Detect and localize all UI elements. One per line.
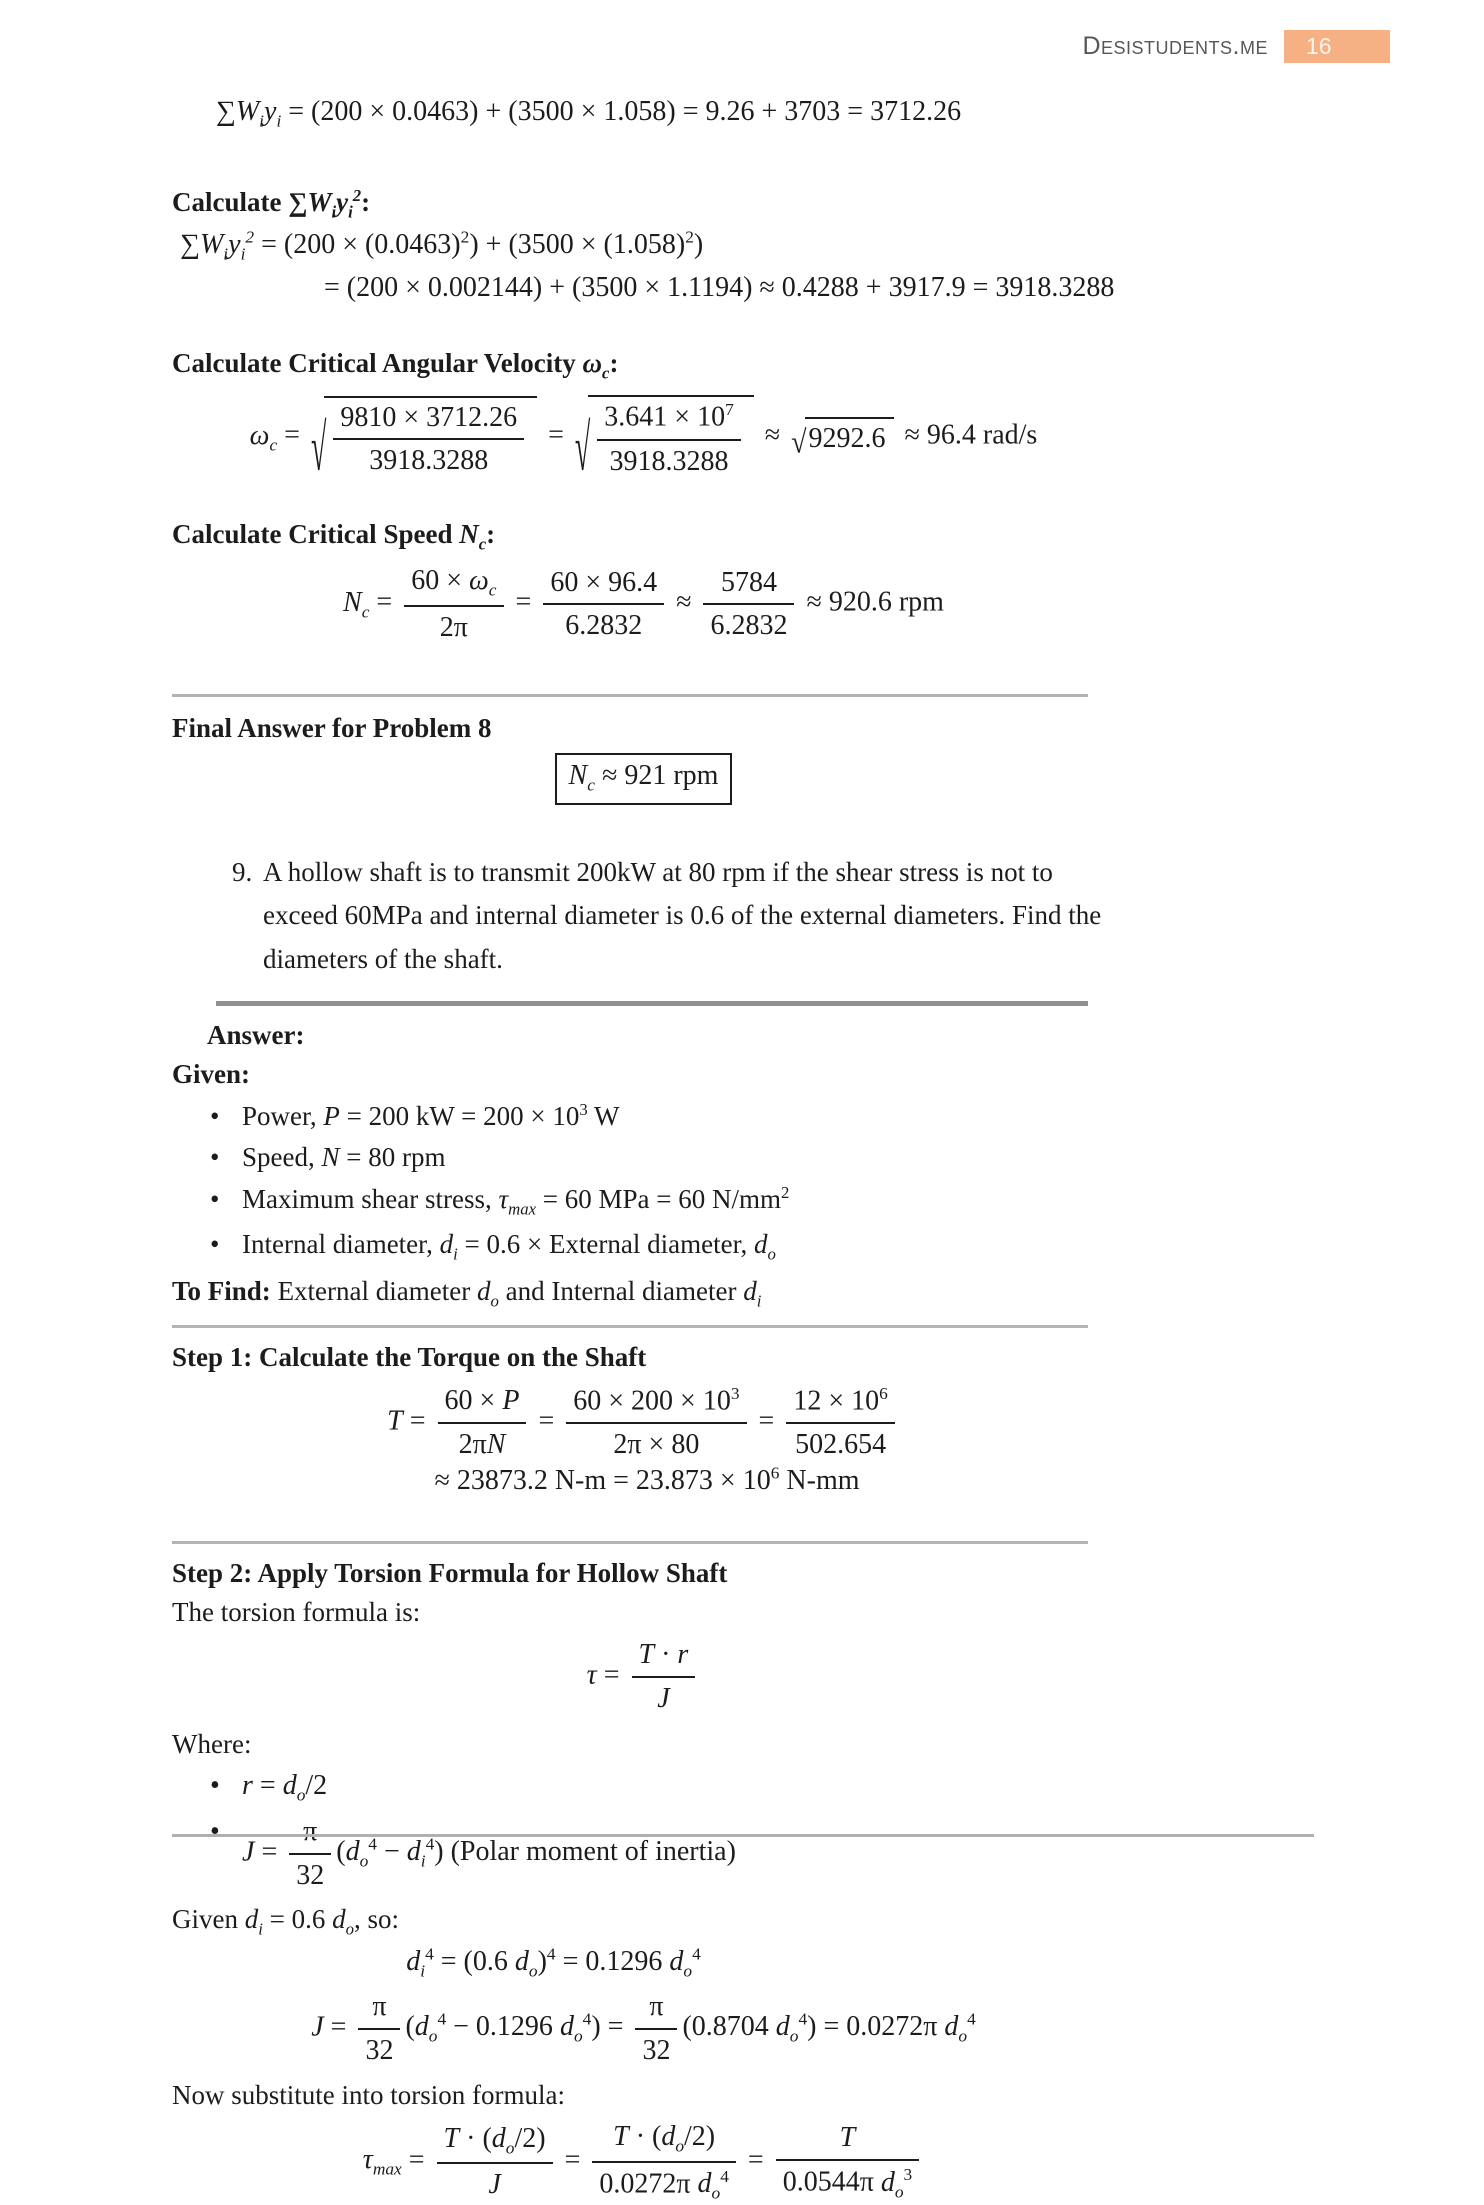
formula-text: $(d_o^4 - d_i^4)$ (Polar moment of inertia) <box>336 1835 736 1871</box>
equation-taumax <box>172 2119 1115 2205</box>
fraction: $\frac{60 \times \omega_c}{2\pi}$ <box>404 563 503 646</box>
formula-text: ≈ 23873.2 $N-m = 23.873 \times 10^6$ N-mm <box>427 1463 860 1497</box>
formula-text: $\sum W_iy_i = (200 \times 0.0463) + (3500 \times 1.058) = 9.26 + 3703 = 3712.26$ <box>215 96 962 131</box>
fraction: $\frac{60 \times P}{2\pi N}$ <box>438 1383 527 1463</box>
to-find-label: To Find: <box>172 1275 271 1306</box>
equation-torsion <box>172 1637 1115 1717</box>
heading-critical-angular-velocity: Calculate Critical Angular Velocity $\omega_c$: <box>172 347 619 382</box>
heading-step2: Step 2: Apply Torsion Formula for Hollow Shaft <box>172 1557 728 1588</box>
formula-text: ≈ 96.4 rad/s <box>897 419 1038 451</box>
equation-sum-wiyi2-line2 <box>172 270 1115 306</box>
fraction: $\frac{T \cdot (d_o/2)}{0.0272\pi d_o^4}$ <box>592 2119 736 2205</box>
formula-text: = <box>541 419 571 451</box>
given-list <box>172 1099 1115 1265</box>
equation-torque <box>172 1383 1115 1499</box>
formula-text: ($d_o^4 - 0.1296$ $d_o^4$) = <box>405 2009 631 2046</box>
formula-text: J = <box>242 1836 285 1868</box>
page-number: 16 <box>1306 33 1332 59</box>
to-find-line <box>172 1274 1115 1312</box>
substitute-intro: Now substitute into torsion formula: <box>172 2080 565 2111</box>
given-di-line: Given $d_i = 0.6$ $d_o$, so: <box>172 1903 400 1939</box>
equation-sum-wiyi <box>172 94 1115 133</box>
fraction: $\frac{T}{0.0544\pi d_o^3}$ <box>776 2120 920 2203</box>
list-item: • Speed, N = 80 rpm <box>172 1140 1115 1175</box>
where-list <box>172 1768 1115 1893</box>
fraction: $\frac{\pi}{32}$ <box>635 1989 677 2069</box>
heading-step1: Step 1: Calculate the Torque on the Shaft <box>172 1342 647 1373</box>
bottom-divider <box>172 1834 1314 1837</box>
formula-text: T = <box>387 1405 433 1437</box>
fraction: $\frac{60 \times 96.4}{6.2832}$ <box>543 565 664 645</box>
radical-sign-icon: √ <box>310 412 327 486</box>
list-item: • Power, P = 200 kW = $200 \times 10^3$ W <box>172 1099 1115 1134</box>
formula-text: 9292.6 <box>808 423 886 455</box>
list-item: • Internal diameter, $d_i = 0.6$ × External diameter, $d_o$ <box>172 1227 1115 1265</box>
problem-9-item <box>172 851 1115 981</box>
equation-nc <box>172 563 1115 646</box>
equation-omega-c <box>172 395 1115 486</box>
formula-text: ≈ <box>757 419 788 451</box>
final-answer-row <box>172 753 1115 805</box>
radical-sign-icon: √ <box>791 424 807 461</box>
formula-text: = <box>557 2144 588 2176</box>
thick-divider <box>216 1001 1088 1006</box>
final-answer-box: $N_c \approx 921$ rpm <box>555 753 733 805</box>
formula-text: $\tau_{max}$ = <box>362 2144 432 2179</box>
fraction: $\frac{\pi}{32}$ <box>289 1814 331 1894</box>
answer-label: Answer: <box>207 1019 305 1050</box>
radical <box>791 417 893 461</box>
where-label: Where: <box>172 1728 252 1759</box>
list-item <box>172 1768 1115 1807</box>
equation-di4 <box>172 1944 1115 1983</box>
fraction: $\frac{3.641 \times 10^7}{3918.3288}$ <box>597 399 740 479</box>
formula-text: ≈ 920.6 rpm <box>799 586 944 618</box>
heading-critical-speed: Calculate Critical Speed $N_c$: <box>172 519 496 554</box>
fraction: $\frac{12 \times 10^6}{502.654}$ <box>786 1383 894 1463</box>
problem-number: 9. <box>232 857 253 888</box>
list-item <box>172 1814 1115 1894</box>
formula-text: (0.8704 $d_o^4) = 0.0272\pi$ $d_o^4$ <box>682 2009 976 2046</box>
radical-sign-icon: √ <box>574 413 591 486</box>
to-find-text: External diameter $d_o$ and Internal diameter $d_i$ <box>270 1275 762 1310</box>
equation-sum-wiyi2-line1 <box>172 227 1115 266</box>
fraction: $\frac{T \cdot r}{J}$ <box>632 1637 696 1717</box>
site-name: Desistudents.me <box>1082 32 1268 60</box>
problem-text: A hollow shaft is to transmit 200kW at 80 rpm if the shear stress is not to exceed 60MPa and internal diameter is 0.6 of the external diameters. Find the diameters of the shaft. <box>263 857 1102 974</box>
formula-text: J = <box>311 2010 354 2042</box>
radical <box>310 396 537 486</box>
formula-text: $\omega_c$ = <box>249 419 307 455</box>
formula-text: ≈ <box>669 586 699 618</box>
list-item: • Maximum shear stress, $\tau_{max} = 60$ MPa = 60 $N/mm^2$ <box>172 1182 1115 1220</box>
heading-calc-sum-wiyi2: Calculate $\sum W_iy_i^2$: <box>172 185 371 222</box>
fraction: $\frac{9810 \times 3712.26}{3918.3288}$ <box>333 400 524 480</box>
divider <box>172 694 1088 697</box>
formula-text: = <box>751 1405 782 1437</box>
page-header <box>1082 30 1390 63</box>
formula-text: = <box>531 1405 562 1437</box>
formula-text: τ = <box>586 1659 627 1691</box>
divider <box>172 1541 1088 1544</box>
fraction: $\frac{T \cdot (d_o/2)}{J}$ <box>437 2121 553 2204</box>
formula-text: = (200 × 0.002144) + (3500 × 1.1194) ≈ 0.4288 + 3917.9 = 3918.3288 <box>324 271 1115 303</box>
fraction: $\frac{\pi}{32}$ <box>358 1989 400 2069</box>
formula-text: $\sum W_iy_i^2 = (200 \times (0.0463)^2) + (3500 \times (1.058)^2)$ <box>180 227 704 264</box>
radical <box>574 395 754 486</box>
page-number-badge <box>1284 30 1390 63</box>
equation-j <box>172 1989 1115 2069</box>
formula-text: $N_c$ = <box>343 586 400 622</box>
given-label: Given: <box>172 1059 250 1090</box>
document-content <box>172 84 1115 2205</box>
divider <box>172 1325 1088 1328</box>
fraction: $\frac{5784}{6.2832}$ <box>703 565 794 645</box>
formula-text: $d_i^4 = (0.6$ $d_o)^4 = 0.1296$ $d_o^4$ <box>406 1944 701 1981</box>
formula-text: $r = d_o/2$ <box>242 1770 328 1805</box>
torsion-intro: The torsion formula is: <box>172 1596 421 1627</box>
formula-text: = <box>508 586 539 618</box>
heading-final-answer: Final Answer for Problem 8 <box>172 712 492 743</box>
fraction: $\frac{60 \times 200 \times 10^3}{2\pi \times 80}$ <box>566 1383 746 1463</box>
formula-text: = <box>740 2144 771 2176</box>
